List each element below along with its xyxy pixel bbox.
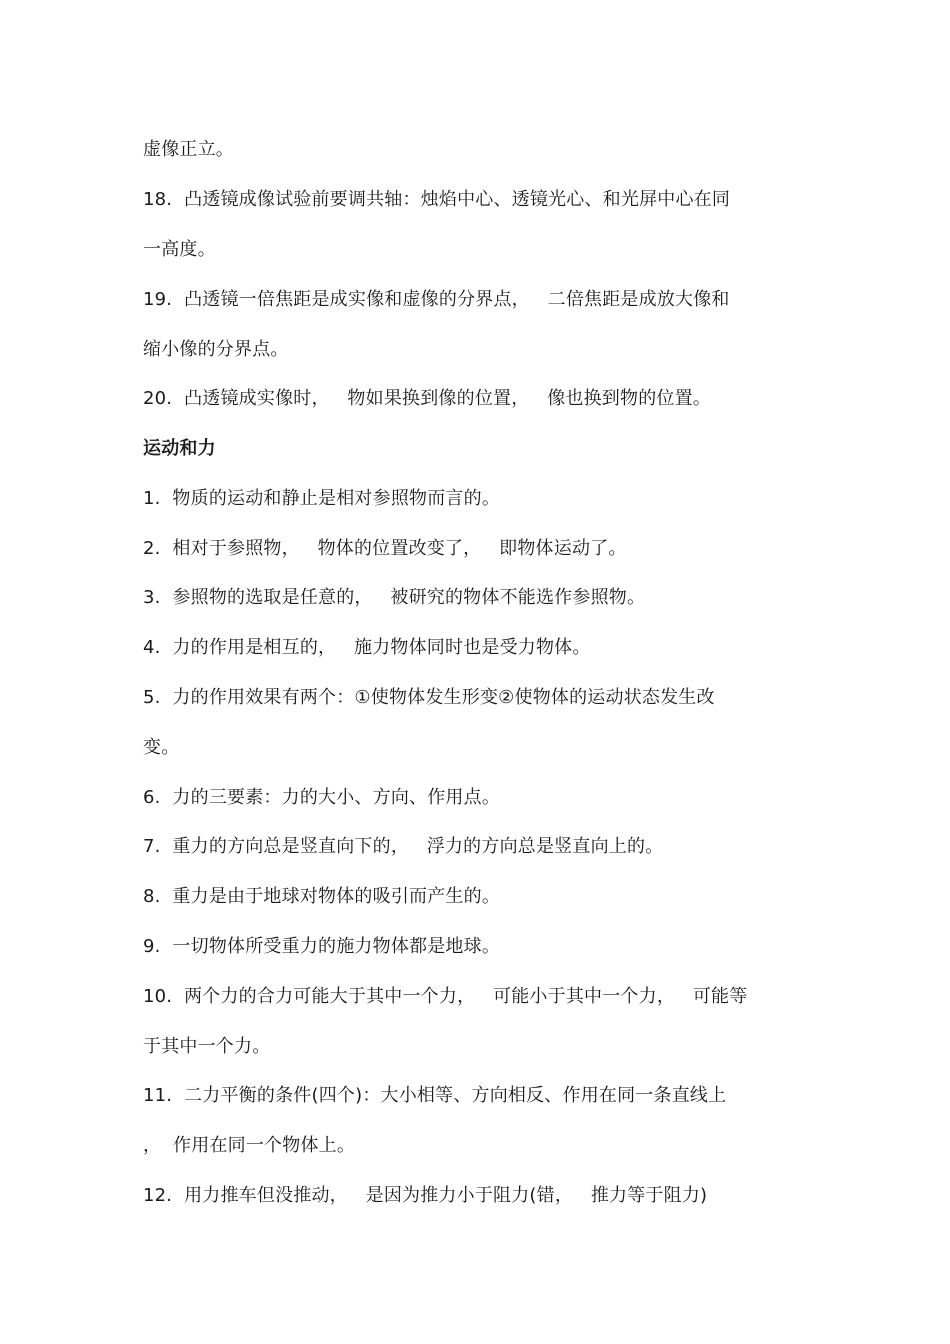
item-17-continuation: 虚像正立。 — [143, 139, 234, 160]
item-6: 6. 力的三要素：力的大小、方向、作用点。 — [143, 787, 501, 808]
item-9: 9. 一切物体所受重力的施力物体都是地球。 — [143, 936, 501, 957]
item-11-line-1: 11. 二力平衡的条件(四个)：大小相等、方向相反、作用在同一条直线上 — [143, 1085, 727, 1106]
item-7: 7. 重力的方向总是竖直向下的， 浮力的方向总是竖直向上的。 — [143, 836, 664, 857]
item-8: 8. 重力是由于地球对物体的吸引而产生的。 — [143, 886, 501, 907]
item-20: 20. 凸透镜成实像时， 物如果换到像的位置， 像也换到物的位置。 — [143, 388, 711, 409]
item-3: 3. 参照物的选取是任意的， 被研究的物体不能选作参照物。 — [143, 587, 646, 608]
item-2: 2. 相对于参照物， 物体的位置改变了， 即物体运动了。 — [143, 538, 627, 559]
section-heading: 运动和力 — [143, 438, 216, 459]
item-1: 1. 物质的运动和静止是相对参照物而言的。 — [143, 488, 501, 509]
item-18-line-2: 一高度。 — [143, 239, 216, 260]
item-5-line-2: 变。 — [143, 737, 180, 758]
item-10-line-1: 10. 两个力的合力可能大于其中一个力， 可能小于其中一个力， 可能等 — [143, 986, 748, 1007]
item-10-line-2: 于其中一个力。 — [143, 1036, 271, 1057]
item-18-line-1: 18. 凸透镜成像试验前要调共轴：烛焰中心、透镜光心、和光屏中心在同 — [143, 189, 731, 210]
item-11-line-2: ， 作用在同一个物体上。 — [143, 1135, 356, 1156]
item-5-line-1: 5. 力的作用效果有两个：①使物体发生形变②使物体的运动状态发生改 — [143, 687, 715, 708]
item-19-line-2: 缩小像的分界点。 — [143, 339, 289, 360]
item-19-line-1: 19. 凸透镜一倍焦距是成实像和虚像的分界点， 二倍焦距是成放大像和 — [143, 289, 730, 310]
item-12: 12. 用力推车但没推动， 是因为推力小于阻力(错， 推力等于阻力) — [143, 1185, 708, 1206]
item-4: 4. 力的作用是相互的， 施力物体同时也是受力物体。 — [143, 637, 591, 658]
